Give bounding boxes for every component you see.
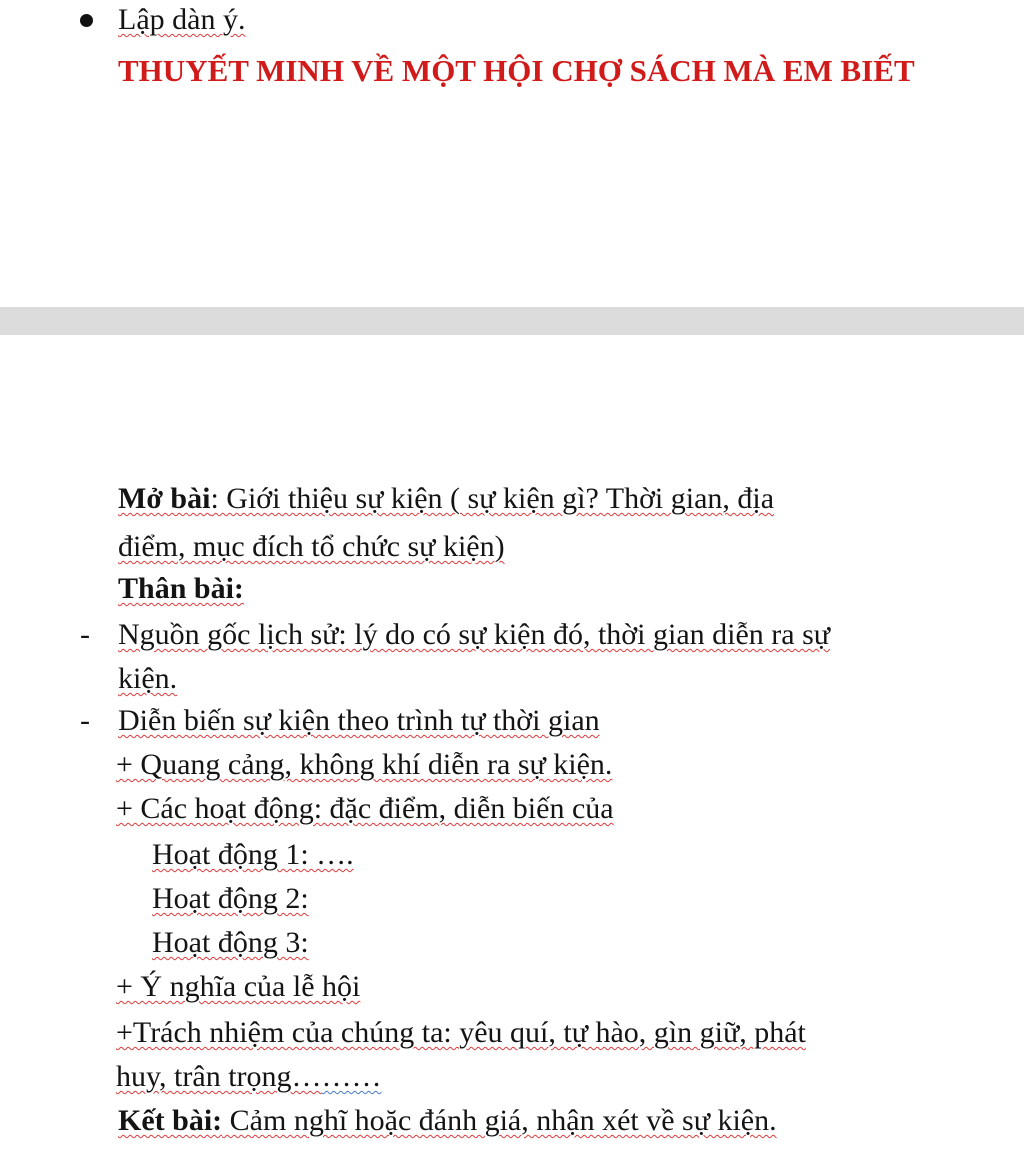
bullet-heading: Lập dàn ý. — [118, 3, 246, 36]
trach-nhiem-line-2 — [116, 1059, 382, 1095]
list-dash: - — [80, 618, 90, 651]
trach-nhiem-ellipsis: …… — [321, 1060, 382, 1093]
hoat-dong-3: Hoạt động 3: — [152, 926, 309, 959]
y-nghia-line: + Ý nghĩa của lễ hội — [116, 970, 361, 1003]
trach-nhiem-text-2: huy, trân trọng… — [116, 1060, 322, 1093]
mo-bai-line-1 — [118, 481, 774, 517]
nguon-goc-line-2: kiện. — [118, 662, 178, 695]
mo-bai-text-1: : Giới thiệu sự kiện ( sự kiện gì? Thời gian, địa — [210, 482, 775, 515]
ket-bai-text: Cảm nghĩ hoặc đánh giá, nhận xét về sự kiện. — [222, 1104, 777, 1137]
bullet-icon — [80, 14, 93, 27]
trach-nhiem-line-1: +Trách nhiệm của chúng ta: yêu quí, tự hào, gìn giữ, phát — [116, 1016, 806, 1049]
cac-hoat-dong-line: + Các hoạt động: đặc điểm, diễn biến của — [116, 792, 614, 825]
ket-bai-label: Kết bài: — [118, 1104, 223, 1137]
nguon-goc-line-1: Nguồn gốc lịch sử: lý do có sự kiện đó, thời gian diễn ra sự — [118, 618, 831, 651]
document-title: THUYẾT MINH VỀ MỘT HỘI CHỢ SÁCH MÀ EM BIẾT — [118, 53, 915, 88]
document-page-1 — [0, 0, 1024, 307]
ket-bai-line — [118, 1103, 777, 1139]
mo-bai-line-2: điểm, mục đích tổ chức sự kiện) — [118, 530, 505, 563]
page-break-gap — [0, 307, 1024, 335]
dien-bien-line: Diễn biến sự kiện theo trình tự thời gian — [118, 704, 600, 737]
list-dash: - — [80, 704, 90, 737]
mo-bai-label: Mở bài — [118, 482, 211, 515]
quang-canh-line: + Quang cảng, không khí diễn ra sự kiện. — [116, 748, 613, 781]
hoat-dong-1: Hoạt động 1: …. — [152, 838, 354, 871]
hoat-dong-2: Hoạt động 2: — [152, 882, 309, 915]
than-bai-heading: Thân bài: — [118, 572, 244, 605]
